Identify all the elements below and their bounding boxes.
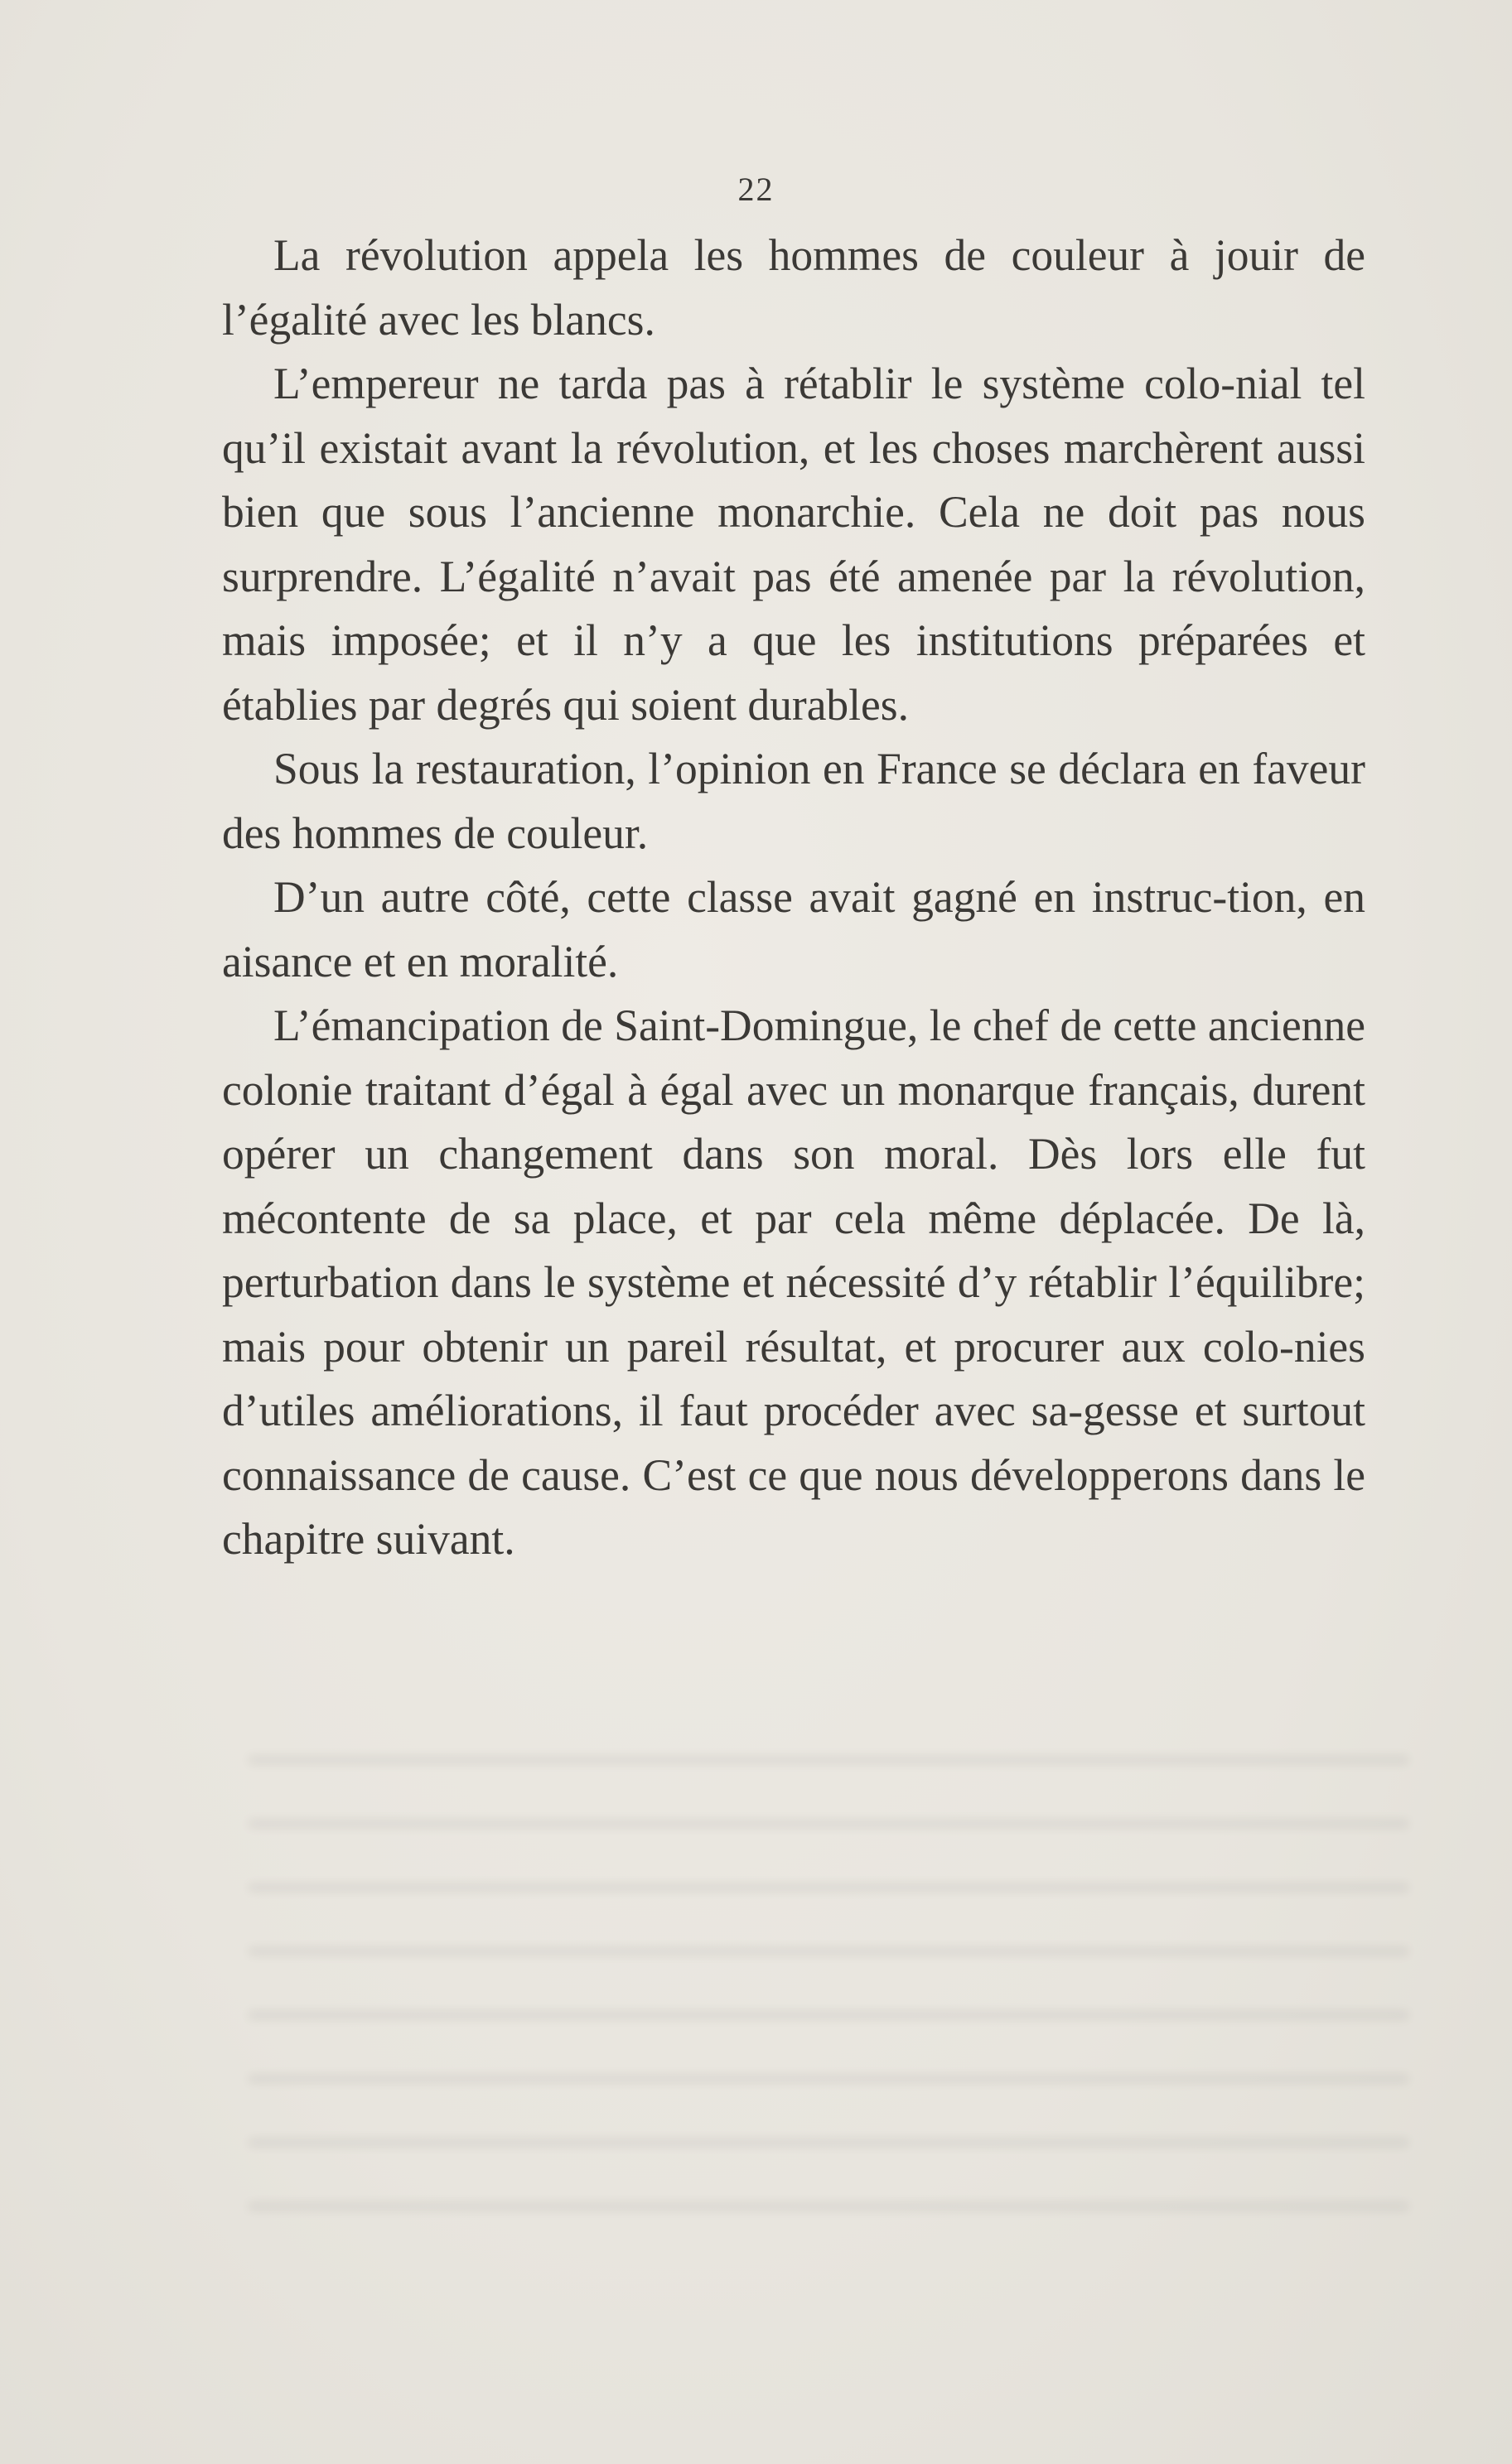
paragraph-5: L’émancipation de Saint-Domingue, le chef de cette ancienne colonie traitant d’égal à égal avec un monarque français, durent opérer un changement dans son moral. Dès lors elle fut mécontente de sa place, et par cela même déplacée. De là, perturbation dans le système et nécessité d’y rétablir l’équilibre; mais pour obtenir un pareil résultat, et procurer aux colo-nies d’utiles améliorations, il faut procéder avec sa-gesse et surtout connaissance de cause. C’est ce que nous développerons dans le chapitre suivant. xyxy=(222,1001,1365,1564)
page-number: 22 xyxy=(737,171,775,208)
bleed-through-shadow xyxy=(249,1756,1408,2220)
paragraph-4: D’un autre côté, cette classe avait gagné en instruc-tion, en aisance et en moralité. xyxy=(222,872,1365,986)
paragraph-3: Sous la restauration, l’opinion en France se déclara en faveur des hommes de couleur. xyxy=(222,744,1365,858)
body-text xyxy=(222,224,1365,1572)
paragraph-2: L’empereur ne tarda pas à rétablir le système colo-nial tel qu’il existait avant la révolution, et les choses marchèrent aussi bien que sous l’ancienne monarchie. Cela ne doit pas nous surprendre. L’égalité n’avait pas été amenée par la révolution, mais imposée; et il n’y a que les institutions préparées et établies par degrés qui soient durables. xyxy=(222,359,1365,730)
paragraph-1: La révolution appela les hommes de couleur à jouir de l’égalité avec les blancs. xyxy=(222,230,1365,345)
